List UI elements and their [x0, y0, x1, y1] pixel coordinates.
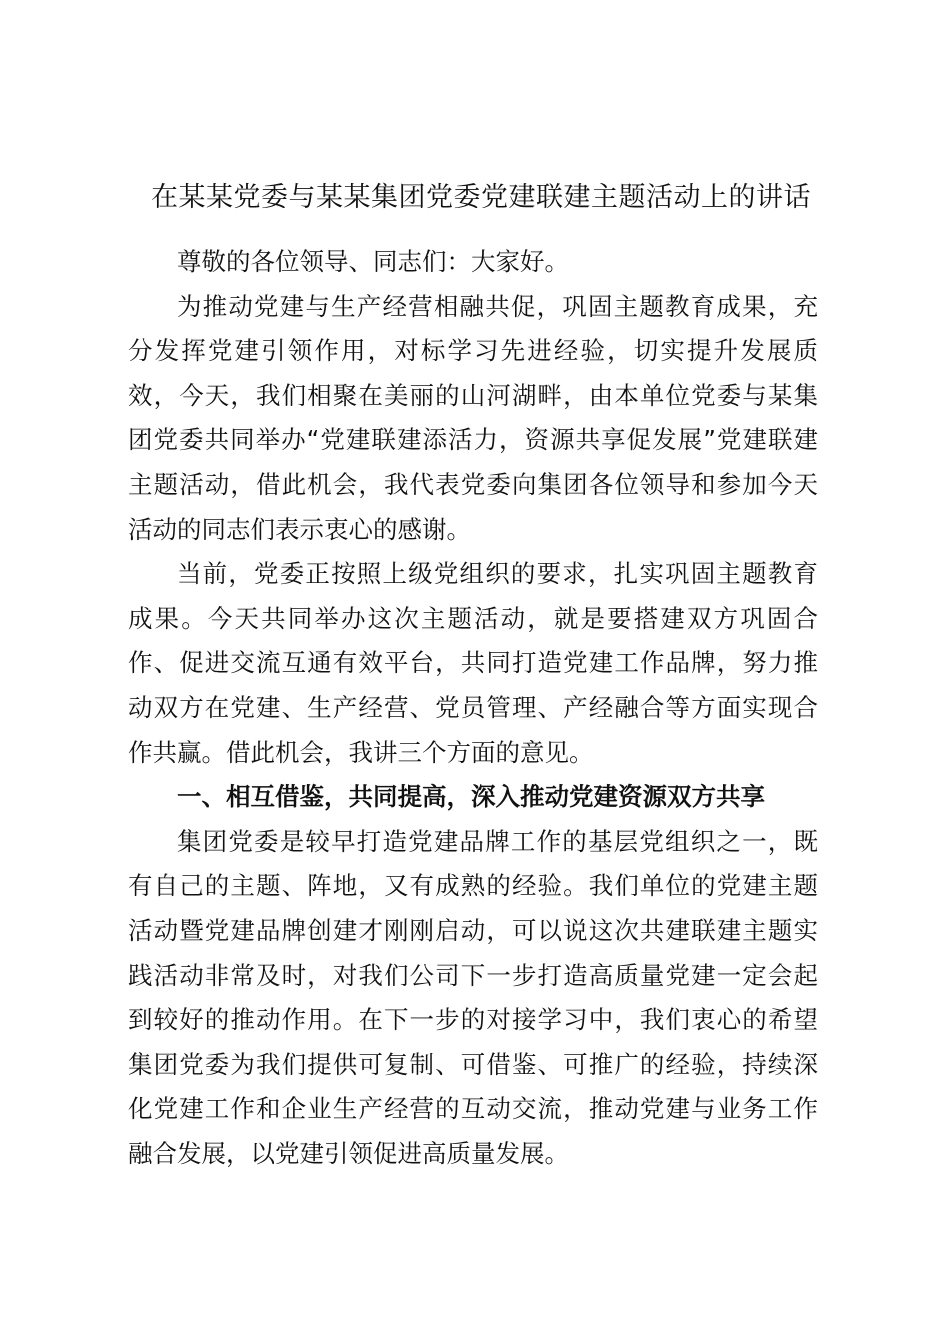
paragraph-line: 融合发展，以党建引领促进高质量发展。 — [128, 1138, 569, 1168]
paragraph-line: 成果。今天共同举办这次主题活动，就是要搭建双方巩固合 — [128, 603, 818, 633]
paragraph-2 — [128, 552, 818, 775]
section-heading-1: 一、相互借鉴，共同提高，深入推动党建资源双方共享 — [177, 782, 765, 812]
document-body — [128, 240, 818, 1176]
paragraph-line: 当前，党委正按照上级党组织的要求，扎实巩固主题教育 — [177, 559, 818, 589]
paragraph-line: 主题活动，借此机会，我代表党委向集团各位领导和参加今天 — [128, 469, 818, 499]
greeting-line: 尊敬的各位领导、同志们：大家好。 — [177, 247, 569, 276]
paragraph-line: 到较好的推动作用。在下一步的对接学习中，我们衷心的希望 — [128, 1005, 818, 1035]
paragraph-line: 集团党委为我们提供可复制、可借鉴、可推广的经验，持续深 — [128, 1049, 818, 1079]
paragraph-3 — [128, 820, 818, 1177]
paragraph-line: 践活动非常及时，对我们公司下一步打造高质量党建一定会起 — [128, 960, 818, 990]
paragraph-line: 化党建工作和企业生产经营的互动交流，推动党建与业务工作 — [128, 1094, 818, 1124]
paragraph-1 — [128, 285, 818, 553]
paragraph-line: 集团党委是较早打造党建品牌工作的基层党组织之一，既 — [177, 826, 818, 856]
paragraph-line: 团党委共同举办“党建联建添活力，资源共享促发展”党建联建 — [128, 425, 818, 455]
paragraph-line: 分发挥党建引领作用，对标学习先进经验，切实提升发展质 — [128, 336, 818, 366]
document-title: 在某某党委与某某集团党委党建联建主题活动上的讲话 — [151, 182, 811, 213]
paragraph-line: 效，今天，我们相聚在美丽的山河湖畔，由本单位党委与某集 — [128, 380, 818, 410]
paragraph-line: 作、促进交流互通有效平台，共同打造党建工作品牌，努力推 — [128, 648, 818, 678]
paragraph-line: 为推动党建与生产经营相融共促，巩固主题教育成果，充 — [177, 291, 818, 321]
paragraph-line: 作共赢。借此机会，我讲三个方面的意见。 — [128, 737, 594, 767]
paragraph-line: 活动暨党建品牌创建才刚刚启动，可以说这次共建联建主题实 — [128, 915, 818, 945]
paragraph-line: 有自己的主题、阵地，又有成熟的经验。我们单位的党建主题 — [128, 871, 818, 901]
paragraph-line: 动双方在党建、生产经营、党员管理、产经融合等方面实现合 — [128, 692, 818, 722]
paragraph-line: 活动的同志们表示衷心的感谢。 — [128, 514, 471, 544]
